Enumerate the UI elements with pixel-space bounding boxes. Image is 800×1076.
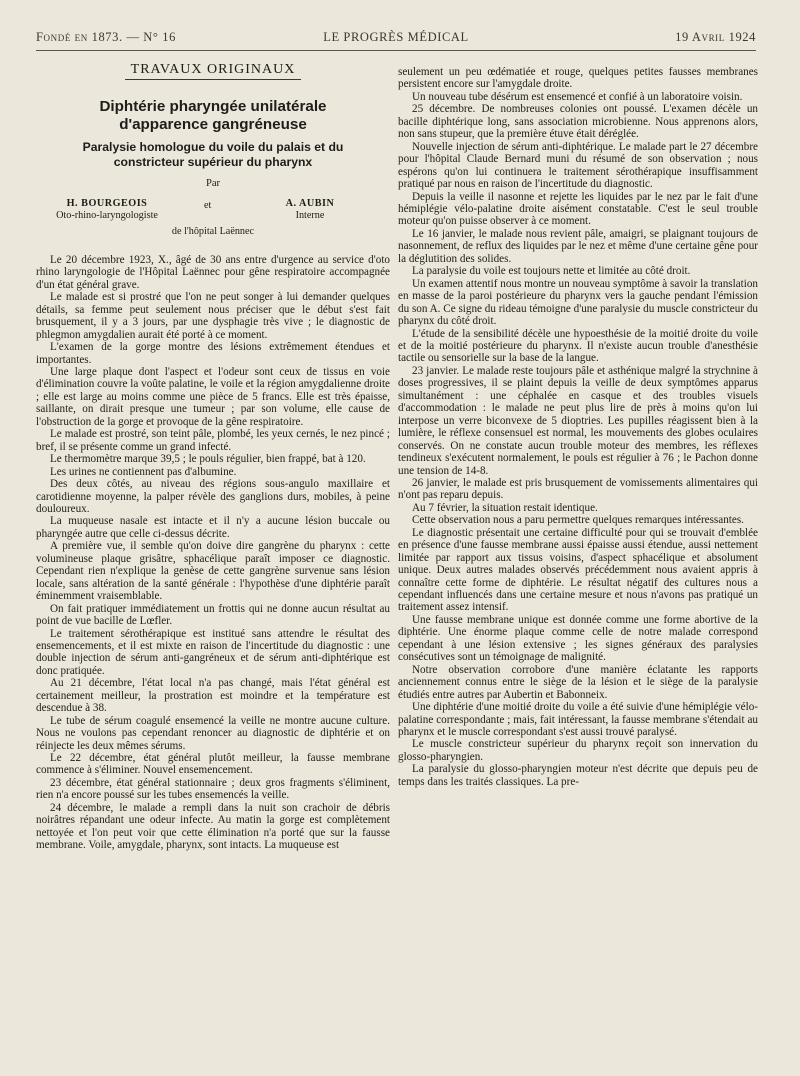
body-paragraph: L'examen de la gorge montre des lésions extrêmement étendues et importantes.	[36, 341, 390, 366]
article-subtitle-line-1: Paralysie homologue du voile du palais et du	[82, 140, 344, 155]
running-head-date: 19 Avril 1924	[675, 30, 756, 44]
body-paragraph: Notre observation corrobore d'une manière éclatante les rapports anciennement connus entre le siège de la lésion et le siège de la paralysie étudiés entre autres par Aubertin et Babonneix.	[398, 663, 758, 701]
body-paragraph: 26 janvier, le malade est pris brusquement de vomissements alimentaires qui n'ont pas reparu depuis.	[398, 476, 758, 502]
article-subtitle	[36, 140, 390, 170]
body-paragraph: A première vue, il semble qu'on doive dire gangrène du pharynx : cette volumineuse plaque grisâtre, sphacélique paraît imposer ce diagnostic. Cependant rien n'explique la genèse de cette gangrène survenue sans lésion locale, sans altération de la santé générale : l'hypothèse d'une diphtérie paraît éminemment vraisemblable.	[36, 540, 390, 603]
body-paragraph: Au 7 février, la situation restait identique.	[412, 501, 598, 514]
body-paragraph: La paralysie du glosso-pharyngien moteur n'est décrite que depuis peu de temps dans les traités classiques. La pre-	[398, 763, 758, 788]
body-paragraph: 24 décembre, le malade a rempli dans la nuit son crachoir de débris noirâtres répandant une odeur infecte. Au matin la gorge est complètement nettoyée et l'on peut voir que cette élimination n'a porté que sur la fausse membrane. Voile, amygdale, pharynx, sont intacts. La muqueuse est	[36, 801, 390, 852]
right-column	[398, 66, 758, 788]
body-paragraph: Les urines ne contiennent pas d'albumine.	[50, 465, 237, 478]
author-2	[260, 198, 360, 223]
body-paragraph: Le tube de sérum coagulé ensemencé la veille ne montre aucune culture. Nous ne voulons pas cependant renoncer au diagnostic de diphtérie et on réinjecte les deux mêmes sérums.	[36, 714, 390, 752]
body-paragraph: Au 21 décembre, l'état local n'a pas changé, mais l'état général est certainement meilleur, la prostration est moindre et la température est descendue à 38.	[36, 677, 390, 715]
left-column	[36, 64, 390, 852]
running-head-founded: Fondé en 1873. — N° 16	[36, 30, 176, 44]
body-paragraph: Une diphtérie d'une moitié droite du voile a été suivie d'une hémiplégie vélo-palatine correspondante ; mais, fait intéressant, la fausse membrane s'étendait au pharynx et le muscle correspondant s'est aussi trouvé paralysé.	[398, 701, 758, 739]
body-paragraph: Un nouveau tube désérum est ensemencé et confié à un laboratoire voisin.	[412, 90, 743, 103]
body-paragraph: 23 décembre, état général stationnaire ; deux gros fragments s'éliminent, rien n'a encore poussé sur les tubes ensemencés la veille.	[36, 776, 390, 802]
body-paragraph: 25 décembre. De nombreuses colonies ont poussé. L'examen décèle un bacille diphtérique long, sans association microbienne. Nous apprenons alors, non sans stupeur, que la première étuve était déréglée.	[398, 103, 758, 141]
article-subtitle-line-2: constricteur supérieur du pharynx	[113, 155, 313, 170]
body-paragraph: 23 janvier. Le malade reste toujours pâle et asthénique malgré la strychnine à doses progressives, il se plaint depuis la veille de deux symptômes apparus simultanément : une céphalée en casque et des troubles visuels d'accommodation : le malade ne peut plus lire de près à moins qu'on lui interpose un verre biconvexe de 5 dioptries. Les pupilles réagissent bien à la lumière, le réflexe consensuel est normal, les mouvements des globes oculaires conservés. On ne constate aucun trouble moteur des membres, les réflexes tendineux s'exécutent normalement, le pouls est régulier à 76 ; le Pachon donne une tension de 14-8.	[398, 364, 758, 477]
author-conjunction: et	[204, 199, 212, 211]
body-paragraph: Le traitement sérothérapique est institué sans attendre le résultat des ensemencements, et il est mixte en raison de l'incertitude du diagnostic : une double injection de sérum anti-gangréneux et de sérum anti-diphtérique est donc pratiquée.	[36, 627, 390, 677]
body-paragraph: Une large plaque dont l'aspect et l'odeur sont ceux de tissus en voie d'élimination couvre la voûte palatine, le voile et la région amygdalienne droite ; elle est large au moins comme une pièce de 5 francs. Elle est très épaisse, saillante, on dirait presque une tumeur ; par son volume, elle cause de l'obstruction de la gorge et provoque de la gêne respiratoire.	[36, 365, 390, 428]
body-paragraph: L'étude de la sensibilité décèle une hypoesthésie de la moitié droite du voile et de la moitié postérieure du pharynx. Il n'existe aucun trouble d'anesthésie tactile ou sensorielle sur la base de la langue.	[398, 327, 758, 365]
author-block	[36, 198, 390, 242]
body-paragraph: La paralysie du voile est toujours nette et limitée au côté droit.	[412, 265, 691, 278]
author-1-name: H. BOURGEOIS	[66, 197, 148, 209]
body-paragraph: La muqueuse nasale est intacte et il n'y a aucune lésion buccale ou pharyngée autre que celle ci-dessus décrite.	[36, 515, 390, 540]
article-title-line-2: d'apparence gangréneuse	[119, 116, 307, 134]
header-rule	[36, 50, 756, 51]
body-paragraph: Le malade est si prostré que l'on ne peut songer à lui demander quelques détails, sa femme peut seulement nous préciser que le début s'est fait brusquement, il y a 3 jours, par une dysphagie très vive ; le diagnostic de phlegmon amygdalien aurait été porté à ce moment.	[36, 291, 390, 341]
author-2-name: A. AUBIN	[285, 197, 335, 209]
body-paragraph: Nouvelle injection de sérum anti-diphtérique. Le malade part le 27 décembre pour l'hôpital Claude Bernard muni du résumé de son observation ; nous espérons qu'on lui continuera le traitement sérothérapique insuffisamment pratiqué par nous en raison de l'incertitude du diagnostic.	[398, 140, 758, 191]
article-title	[36, 98, 390, 134]
running-head-journal-title: LE PROGRÈS MÉDICAL	[323, 30, 469, 44]
section-title-rule	[125, 79, 301, 80]
author-1	[42, 198, 172, 223]
article-title-line-1: Diphtérie pharyngée unilatérale	[99, 98, 327, 116]
body-paragraph: Des deux côtés, au niveau des régions sous-angulo maxillaire et carotidienne moyenne, la palper révèle des ganglions durs, mobiles, à peine douloureux.	[36, 478, 390, 515]
body-paragraph: Depuis la veille il nasonne et rejette les liquides par le nez par le fait d'une hémiplégie vélo-palatine droite aisément constatable. C'est le seul trouble moteur qu'on puisse observer à ce moment.	[398, 190, 758, 228]
section-title: TRAVAUX ORIGINAUX	[130, 62, 296, 77]
running-head	[36, 30, 756, 48]
body-paragraph: On fait pratiquer immédiatement un frottis qui ne donne aucun résultat au point de vue bacille de Lœfler.	[36, 602, 390, 628]
body-paragraph: Un examen attentif nous montre un nouveau symptôme à savoir la translation en masse de la paroi postérieure du pharynx vers la gauche pendant l'émission du son A. Ce signe du rideau témoigne d'une paralysie du muscle constricteur du pharynx du côté droit.	[398, 277, 758, 328]
body-paragraph: Le 22 décembre, état général plutôt meilleur, la fausse membrane commence à s'éliminer. Nouvel ensemencement.	[36, 752, 390, 777]
body-paragraph: Une fausse membrane unique est donnée comme une forme abortive de la diphtérie. Une énorme plaque comme celle de notre malade correspond cependant à une lésion extensive ; les signes généraux des paralysies consécutives sont un témoignage de malignité.	[398, 613, 758, 664]
body-paragraph: Le diagnostic présentait une certaine difficulté pour qui se trouvait d'emblée en présence d'une fausse membrane aussi épaisse aussi étendue, aussi nettement limitée par rapport aux tissus voisins, d'aspect sphacélique et absolument unique. Deux autres malades observés précédemment nous avaient appris à connaître cette forme de diphtérie. Le résultat négatif des cultures nous a cependant influencés dans une certaine mesure et nous n'avons pas pratiqué un traitement assez intensif.	[398, 526, 758, 614]
body-paragraph: Le 16 janvier, le malade nous revient pâle, amaigri, se plaignant toujours de nasonnement, de reflux des liquides par le nez et même d'une certaine gêne pour la déglutition des solides.	[398, 227, 758, 265]
body-paragraph: Le 20 décembre 1923, X., âgé de 30 ans entre d'urgence au service d'oto rhino laryngologie de l'Hôpital Laënnec pour gêne respiratoire accompagnée d'un état général grave.	[36, 253, 390, 291]
author-2-role: Interne	[295, 210, 325, 222]
byline-par: Par	[205, 178, 221, 190]
body-paragraph-continued: seulement un peu œdématiée et rouge, quelques petites fausses membranes persistent encore sur l'amygdale droite.	[398, 66, 758, 91]
author-1-role: Oto-rhino-laryngologiste	[56, 210, 158, 222]
body-paragraph: Le malade est prostré, son teint pâle, plombé, les yeux cernés, le nez pincé ; bref, il se présente comme un grand infecté.	[36, 428, 390, 453]
body-paragraph: Le thermomètre marque 39,5 ; le pouls régulier, bien frappé, bat à 120.	[50, 453, 366, 466]
author-hospital: de l'hôpital Laënnec	[171, 225, 255, 237]
body-paragraph: Le muscle constricteur supérieur du pharynx reçoit son innervation du glosso-pharyngien.	[398, 738, 758, 763]
body-paragraph: Cette observation nous a paru permettre quelques remarques intéressantes.	[412, 514, 744, 527]
